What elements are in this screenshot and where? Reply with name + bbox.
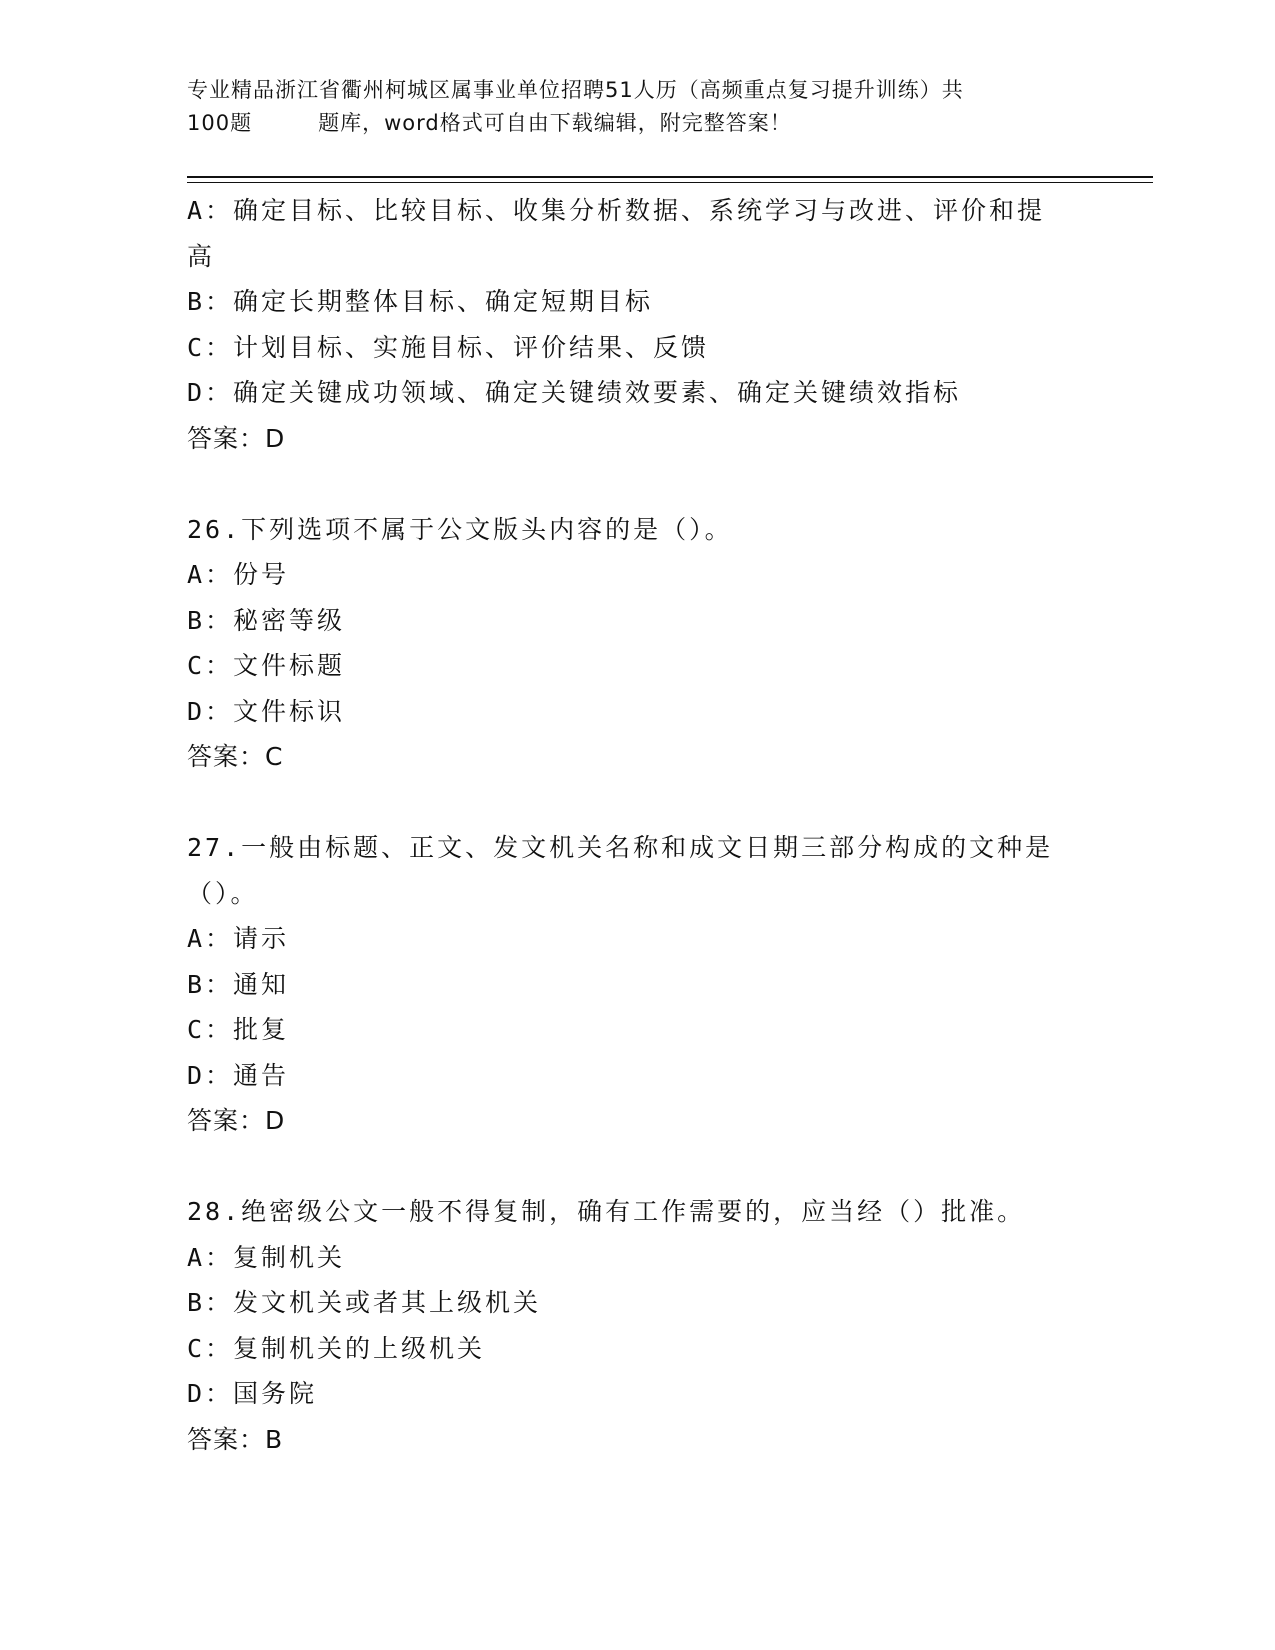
- question-text: 26.下列选项不属于公文版头内容的是（）。: [187, 514, 733, 544]
- question-text-continued: （）。: [187, 878, 259, 908]
- option-b: B：确定长期整体目标、确定短期目标: [187, 287, 654, 316]
- option-d: D：国务院: [187, 1379, 318, 1408]
- spacer: [187, 780, 1087, 826]
- header-divider-thick: [187, 176, 1153, 178]
- spacer: [187, 1144, 1087, 1190]
- option-a: A：复制机关: [187, 1242, 346, 1272]
- option-b: B：秘密等级: [187, 605, 346, 635]
- question-list: [187, 188, 1087, 1462]
- answer-line: 答案：B: [187, 1424, 284, 1454]
- answer-line: 答案：D: [187, 423, 286, 453]
- spacer: [187, 461, 1087, 507]
- question-block-28: [187, 1189, 1087, 1462]
- answer-line: 答案：D: [187, 1106, 286, 1135]
- option-d: D：文件标识: [187, 696, 346, 726]
- header-title-line2: 100题 题库，word格式可自由下载编辑，附完整答案！: [187, 111, 792, 135]
- option-a-continued: 高: [187, 241, 216, 271]
- question-block-25: [187, 188, 1087, 461]
- document-header: [187, 74, 1067, 140]
- option-c: C：复制机关的上级机关: [187, 1333, 486, 1363]
- option-c: C：文件标题: [187, 651, 346, 680]
- option-a: A：确定目标、比较目标、收集分析数据、系统学习与改进、评价和提: [187, 196, 1046, 225]
- question-text: 28.绝密级公文一般不得复制，确有工作需要的，应当经（）批准。: [187, 1197, 1026, 1226]
- option-d: D：通告: [187, 1060, 290, 1090]
- option-c: C：计划目标、实施目标、评价结果、反馈: [187, 332, 710, 362]
- question-text: 27.一般由标题、正文、发文机关名称和成文日期三部分构成的文种是: [187, 833, 1054, 862]
- option-a: A：份号: [187, 560, 290, 589]
- option-b: B：发文机关或者其上级机关: [187, 1288, 542, 1317]
- option-c: C：批复: [187, 1015, 290, 1044]
- question-block-26: [187, 507, 1087, 780]
- header-divider-thin: [187, 182, 1153, 183]
- question-block-27: [187, 825, 1087, 1144]
- answer-line: 答案：C: [187, 742, 284, 771]
- option-d: D：确定关键成功领域、确定关键绩效要素、确定关键绩效指标: [187, 378, 962, 407]
- header-title-line1: 专业精品浙江省衢州柯城区属事业单位招聘51人历（高频重点复习提升训练）共: [187, 78, 964, 102]
- option-b: B：通知: [187, 969, 290, 999]
- option-a: A：请示: [187, 924, 290, 953]
